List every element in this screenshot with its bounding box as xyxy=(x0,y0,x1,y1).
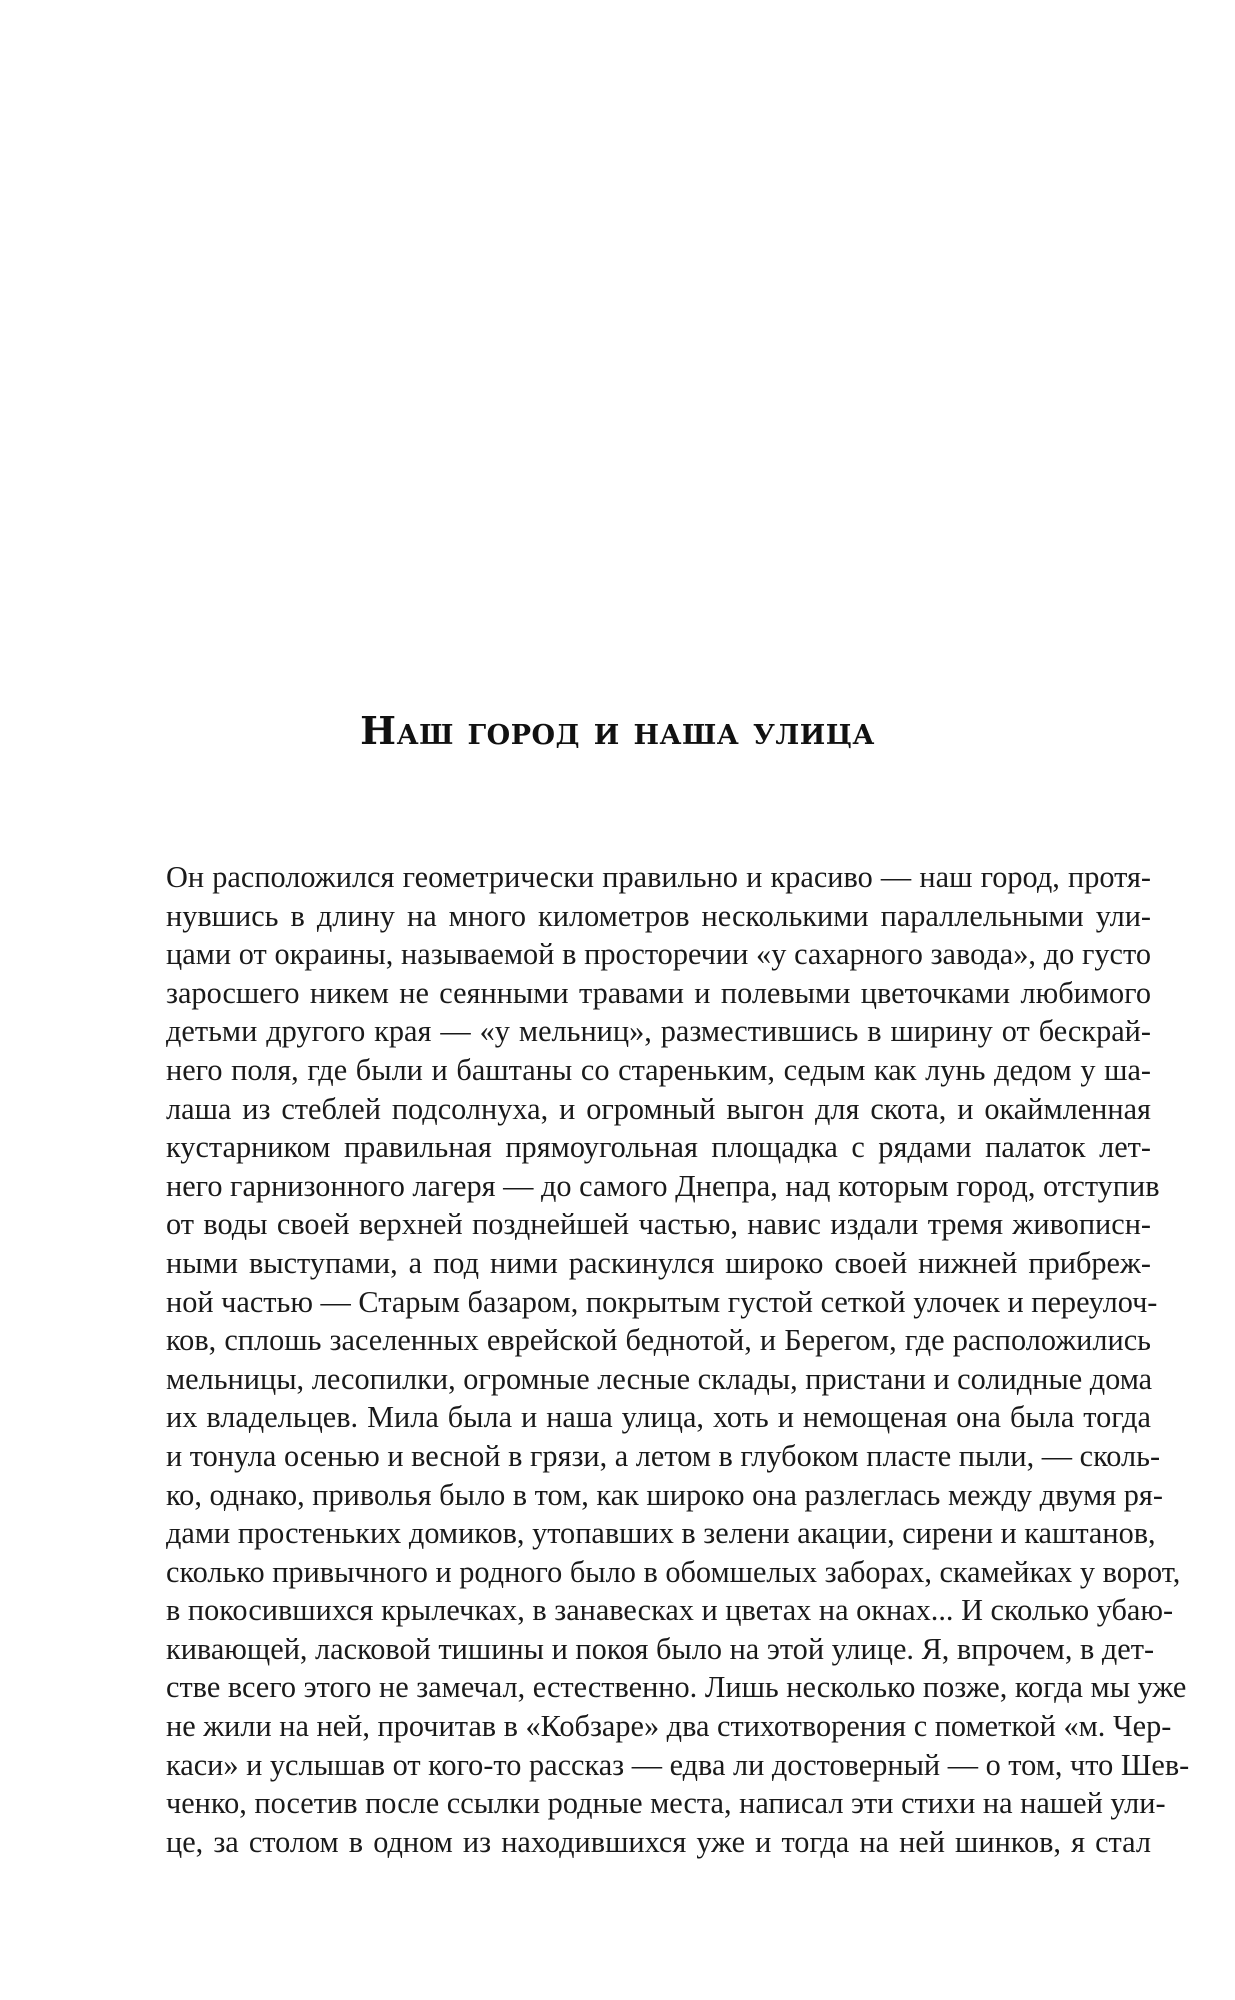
text-line: их владельцев. Мила была и наша улица, хоть и немощеная она была тогда xyxy=(166,1400,1151,1435)
text-line: нувшись в длину на много километров несколькими параллельными ули- xyxy=(166,898,1151,933)
text-line: ков, сплошь заселенных еврейской беднотой, и Берегом, где расположились xyxy=(166,1323,1151,1358)
text-line: в покосившихся крылечках, в занавесках и цветах на окнах... И сколько убаю- xyxy=(166,1593,1174,1628)
text-line: стве всего этого не замечал, естественно. Лишь несколько позже, когда мы уже xyxy=(166,1670,1187,1705)
text-line: ной частью — Старым базаром, покрытым густой сеткой улочек и переулоч- xyxy=(166,1284,1158,1319)
text-line: каси» и услышав от кого-то рассказ — едва ли достоверный — о том, что Шев- xyxy=(166,1747,1190,1782)
text-line: ными выступами, а под ними раскинулся широко своей нижней прибреж- xyxy=(166,1245,1151,1280)
text-line: ченко, посетив после ссылки родные места, написал эти стихи на нашей ули- xyxy=(166,1786,1166,1821)
text-line: лаша из стеблей подсолнуха, и огромный выгон для скота, и окаймленная xyxy=(166,1091,1151,1126)
text-line: заросшего никем не сеянными травами и полевыми цветочками любимого xyxy=(166,975,1151,1010)
text-line: Он расположился геометрически правильно и красиво — наш город, протя- xyxy=(166,860,1151,894)
text-line: ко, однако, приволья было в том, как широко она разлеглась между двумя ря- xyxy=(166,1477,1163,1512)
text-line: кивающей, ласковой тишины и покоя было на этой улице. Я, впрочем, в дет- xyxy=(166,1631,1155,1666)
text-line: не жили на ней, прочитав в «Кобзаре» два стихотворения с пометкой «м. Чер- xyxy=(166,1709,1172,1744)
text-line: детьми другого края — «у мельниц», разместившись в ширину от бескрай- xyxy=(166,1014,1151,1049)
text-line: цами от окраины, называемой в просторечии «у сахарного завода», до густо xyxy=(166,937,1151,972)
text-line: кустарником правильная прямоугольная площадка с рядами палаток лет- xyxy=(166,1130,1151,1165)
body-text xyxy=(166,858,1190,1861)
text-line: и тонула осенью и весной в грязи, а летом в глубоком пласте пыли, — сколь- xyxy=(166,1438,1161,1473)
text-line: дами простеньких домиков, утопавших в зелени акации, сирени и каштанов, xyxy=(166,1516,1156,1551)
chapter-title: Наш город и наша улица xyxy=(360,708,875,753)
text-line: мельницы, лесопилки, огромные лесные склады, пристани и солидные дома xyxy=(166,1361,1153,1396)
text-line: сколько привычного и родного было в обомшелых заборах, скамейках у ворот, xyxy=(166,1554,1181,1589)
text-line: него гарнизонного лагеря — до самого Днепра, над которым город, отступив xyxy=(166,1168,1160,1203)
text-line: це, за столом в одном из находившихся уже и тогда на ней шинков, я стал xyxy=(166,1824,1151,1859)
text-line: него поля, где были и баштаны со стареньким, седым как лунь дедом у ша- xyxy=(166,1052,1151,1087)
text-line: от воды своей верхней позднейшей частью, навис издали тремя живописн- xyxy=(166,1207,1151,1242)
